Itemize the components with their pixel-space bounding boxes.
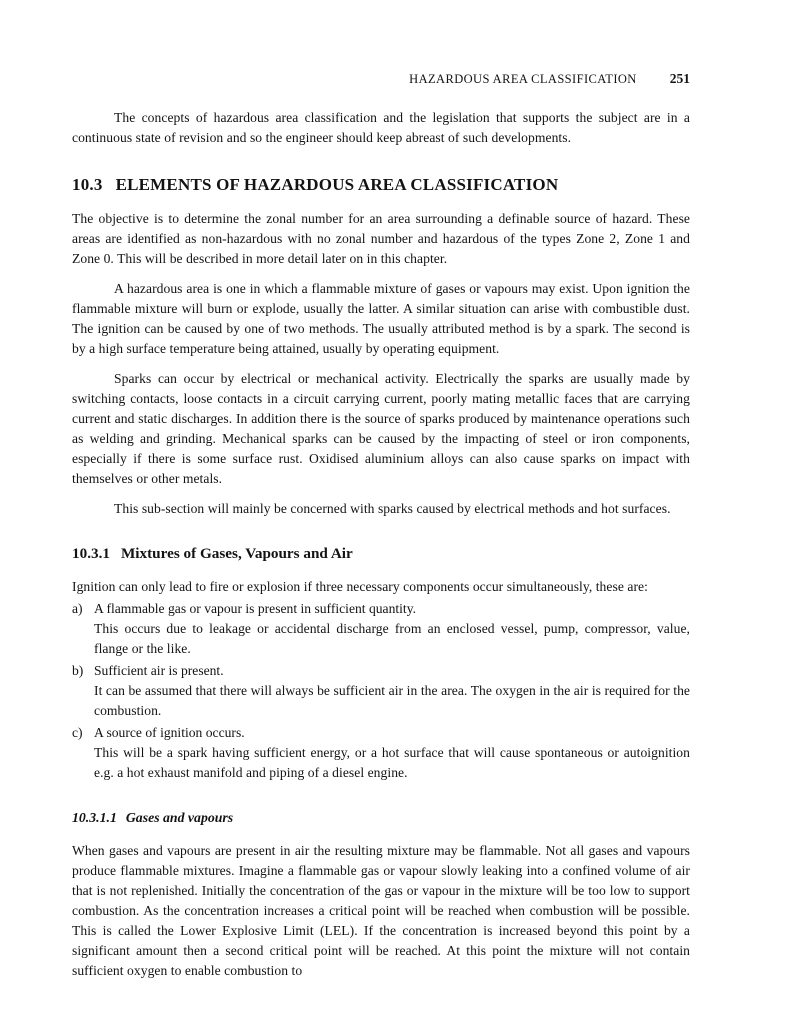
list-item-a: [72, 599, 690, 659]
list-item-c-detail: This will be a spark having sufficient energy, or a hot surface that will cause spontaneous or autoignition e.g. a hot exhaust manifold and piping of a diesel engine.: [94, 745, 690, 780]
list-item-b-label: b): [72, 663, 84, 678]
section-heading-10-3: [72, 175, 690, 195]
paragraph-ignition-components: Ignition can only lead to fire or explosion if three necessary components occur simultaneously, these are:: [72, 579, 648, 594]
list-item-c-head: [72, 723, 690, 743]
paragraph-subsection-scope: This sub-section will mainly be concerned with sparks caused by electrical methods and hot surfaces.: [114, 501, 671, 516]
subsection-title: Mixtures of Gases, Vapours and Air: [120, 545, 353, 562]
page-number: 251: [669, 71, 690, 86]
subsubsection-title: Gases and vapours: [125, 810, 234, 825]
list-item-c-label: c): [72, 725, 83, 740]
intro-paragraph: The concepts of hazardous area classification and the legislation that supports the subject are in a continuous state of revision and so the engineer should keep abreast of such developments.: [72, 110, 690, 145]
list-item-a-detail: This occurs due to leakage or accidental discharge from an enclosed vessel, pump, compressor, value, flange or the like.: [94, 621, 690, 656]
subsubsection-number: 10.3.1.1: [72, 810, 117, 825]
list-item-a-head: [72, 599, 690, 619]
section-title: ELEMENTS OF HAZARDOUS AREA CLASSIFICATION: [115, 175, 559, 194]
paragraph-objective: The objective is to determine the zonal number for an area surrounding a definable source of hazard. These areas are identified as non-hazardous with no zonal number and hazardous of the types Zone 2, Zone 1 and Zone 0. This will be described in more detail later on in this chapter.: [72, 211, 690, 266]
list-item-c-text: A source of ignition occurs.: [94, 725, 245, 740]
list-item-b-detail: It can be assumed that there will always be sufficient air in the area. The oxygen in the air is required for the combustion.: [94, 683, 690, 718]
paragraph-gases-vapours: When gases and vapours are present in air the resulting mixture may be flammable. Not all gases and vapours produce flammable mixtures. Imagine a flammable gas or vapour slowly leaking into a confined volume of air that is not replenished. Initially the concentration of the gas or vapour in the mixture will be too low to support combustion. As the concentration increases a critical point will be reached when combustion will be possible. This is called the Lower Explosive Limit (LEL). If the concentration is increased beyond this point by a significant amount then a second critical point will be reached. At this point the mixture will not contain sufficient oxygen to enable combustion to: [72, 843, 690, 978]
list-item-b: [72, 661, 690, 721]
running-header: [72, 71, 690, 87]
list-item-b-head: [72, 661, 690, 681]
running-title: HAZARDOUS AREA CLASSIFICATION: [409, 72, 637, 86]
list-item-c: [72, 723, 690, 783]
list-item-b-text: Sufficient air is present.: [94, 663, 224, 678]
section-heading-10-3-1-1: [72, 809, 690, 826]
subsection-number: 10.3.1: [72, 545, 110, 562]
lettered-list: [72, 599, 690, 783]
list-item-a-text: A flammable gas or vapour is present in sufficient quantity.: [94, 601, 417, 616]
paragraph-sparks: Sparks can occur by electrical or mechanical activity. Electrically the sparks are usually made by switching contacts, loose contacts in a circuit carrying current, poorly mating metallic faces that are carrying current and static discharges. In addition there is the source of sparks produced by maintenance operations such as welding and grinding. Mechanical sparks can be caused by the impacting of steel or iron components, especially if there is some surface rust. Oxidised aluminium alloys can also cause sparks on impact with themselves or other metals.: [72, 371, 690, 486]
section-number: 10.3: [72, 175, 103, 194]
section-heading-10-3-1: [72, 544, 690, 563]
list-item-a-label: a): [72, 601, 83, 616]
paragraph-hazardous-area: A hazardous area is one in which a flammable mixture of gases or vapours may exist. Upon ignition the flammable mixture will burn or explode, usually the latter. A similar situation can arise with combustible dust. The ignition can be caused by one of two methods. The usually attributed method is by a spark. The second is by a high surface temperature being attained, usually by operating equipment.: [72, 281, 690, 356]
